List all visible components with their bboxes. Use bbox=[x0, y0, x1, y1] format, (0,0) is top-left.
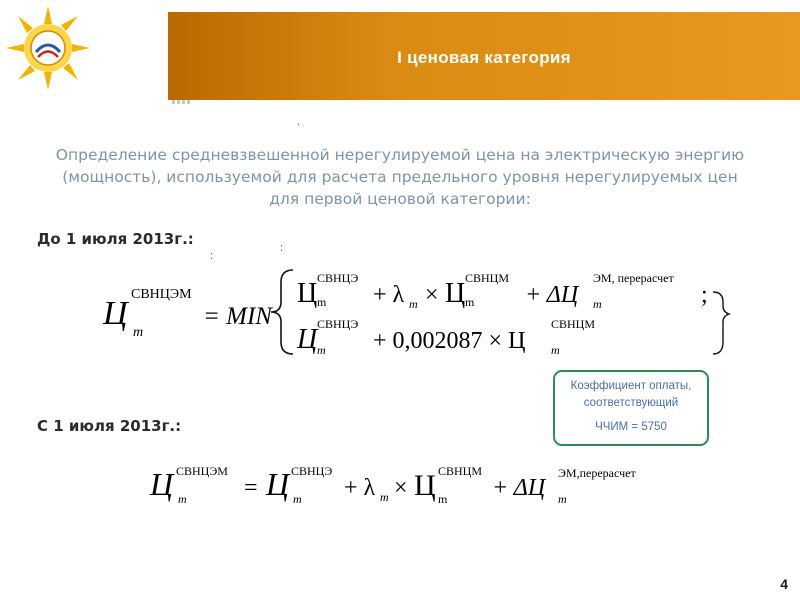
title-banner bbox=[168, 12, 800, 100]
formula2-term1: Ц bbox=[266, 466, 290, 502]
callout-line-1: Коэффициент оплаты, bbox=[570, 380, 692, 392]
row1-end: ; bbox=[701, 282, 708, 308]
row1-term1-sub: m bbox=[317, 295, 327, 309]
section-after-label: С 1 июля 2013г.: bbox=[37, 417, 182, 435]
subtitle-line-2: (мощность), используемой для расчета предельного уровня нерегулируемых цен bbox=[62, 168, 738, 186]
formula2-lambda: + λ bbox=[344, 475, 376, 501]
row1-term1: Ц bbox=[297, 278, 318, 309]
callout-line-2: соответствующий bbox=[583, 397, 679, 409]
formula1-lhs-sup: СВНЦЭМ bbox=[131, 287, 192, 302]
row1-delta-sub: m bbox=[593, 297, 602, 311]
callout-line-3: ЧЧИМ = 5750 bbox=[595, 421, 667, 433]
formula2-delta: + ΔЦ bbox=[492, 475, 546, 501]
formula2-lhs: Ц bbox=[150, 466, 174, 502]
formula1-lhs: Ц bbox=[103, 295, 128, 332]
section-before-label: До 1 июля 2013г.: bbox=[37, 230, 194, 248]
slide-title: I ценовая категория bbox=[397, 48, 571, 67]
row2-term2-sup: СВНЦМ bbox=[551, 317, 596, 331]
formula2-term2: Ц bbox=[414, 469, 436, 502]
row1-term2-sub: m bbox=[465, 295, 475, 309]
stray-mark: : bbox=[210, 250, 214, 262]
formula2-term2-sup: СВНЦМ bbox=[438, 464, 483, 478]
row2-term2-sub: m bbox=[551, 343, 560, 357]
formula2-delta-sup: ЭМ,перерасчет bbox=[558, 466, 636, 480]
company-logo bbox=[2, 2, 94, 94]
subtitle-line-3: для первой ценовой категории: bbox=[269, 190, 531, 208]
formula2-lhs-sup: СВНЦЭМ bbox=[176, 464, 228, 478]
row1-lambda-sub: m bbox=[409, 297, 418, 311]
formula2-lambda-sub: m bbox=[380, 490, 389, 504]
row1-term1-sup: СВНЦЭ bbox=[317, 271, 359, 285]
coefficient-callout bbox=[553, 370, 709, 446]
formula1-lhs-sub: m bbox=[133, 325, 144, 340]
formula-sum bbox=[148, 455, 668, 515]
row2-term1: Ц bbox=[297, 324, 318, 355]
row1-term2-sup: СВНЦМ bbox=[465, 271, 510, 285]
row2-term1-sub: m bbox=[317, 343, 326, 357]
subtitle-line-1: Определение средневзвешенной нерегулируемой цена на электрическую энергию bbox=[55, 146, 745, 164]
row2-term1-sup: СВНЦЭ bbox=[317, 317, 359, 331]
slide-subtitle bbox=[50, 144, 750, 210]
row1-times: × bbox=[425, 282, 439, 308]
formula2-term2-sub: m bbox=[438, 492, 448, 506]
row1-delta: + ΔЦ bbox=[525, 282, 579, 308]
row1-lambda: + λ bbox=[373, 282, 405, 308]
row2-coef: + 0,002087 × Ц bbox=[373, 328, 526, 354]
row1-delta-sup: ЭМ, перерасчет bbox=[593, 271, 674, 285]
banner-divider bbox=[172, 100, 190, 104]
row1-term2: Ц bbox=[445, 278, 466, 309]
formula2-term1-sub: m bbox=[293, 492, 302, 506]
formula2-lhs-sub: m bbox=[178, 492, 187, 506]
right-brace bbox=[713, 292, 729, 354]
formula2-delta-sub: m bbox=[558, 492, 567, 506]
left-brace bbox=[271, 270, 293, 354]
formula-min bbox=[95, 262, 735, 362]
formula2-eq: = bbox=[244, 475, 258, 501]
formula2-times: × bbox=[394, 475, 408, 501]
formula1-eq: = MIN bbox=[203, 303, 272, 330]
page-number: 4 bbox=[780, 576, 788, 592]
stray-mark: : bbox=[280, 242, 284, 254]
stray-mark: . bbox=[297, 116, 301, 128]
formula2-term1-sup: СВНЦЭ bbox=[291, 464, 333, 478]
